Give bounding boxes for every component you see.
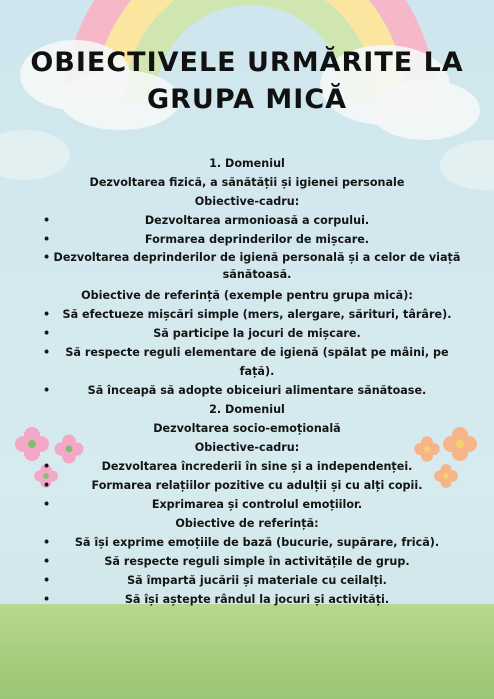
bullet-icon: • (43, 498, 51, 511)
list-item: • Formarea deprinderilor de mișcare. (0, 230, 494, 249)
bullet-icon: • (43, 479, 51, 492)
section-1-reference-heading: Obiective de referință (exemple pentru grupa mică): (81, 289, 413, 302)
bullet-icon: • (43, 555, 51, 568)
grass-ground (0, 604, 494, 699)
bullet-icon: • (43, 233, 51, 246)
list-item: • Dezvoltarea deprinderilor de igienă personală și a celor de viață sănătoasă. (43, 251, 461, 281)
bullet-icon: • (43, 346, 51, 359)
list-item: • Să respecte reguli elementare de igienă (spălat pe mâini, pe față). (0, 343, 494, 381)
list-item: • Dezvoltarea armonioasă a corpului. (0, 211, 494, 230)
bullet-icon: • (43, 593, 51, 606)
bullet-icon: • (43, 536, 51, 549)
list-item: • Să participe la jocuri de mișcare. (0, 324, 494, 343)
section-2-reference-heading: Obiective de referință: (175, 517, 319, 530)
page-title (0, 44, 494, 118)
bullet-icon: • (43, 384, 51, 397)
bullet-icon: • (43, 327, 51, 340)
list-item: • Să își aștepte rândul la jocuri și activități. (0, 590, 494, 609)
list-item: • Să își exprime emoțiile de bază (bucurie, supărare, frică). (0, 533, 494, 552)
section-2-domain: Dezvoltarea socio-emoțională (153, 422, 341, 435)
bullet-icon: • (43, 460, 51, 473)
list-item: • Să înceapă să adopte obiceiuri alimentare sănătoase. (0, 381, 494, 400)
objectives-content (0, 154, 494, 609)
list-item: • Dezvoltarea încrederii în sine și a independenței. (0, 457, 494, 476)
list-item: • Formarea relațiilor pozitive cu adulții și cu alți copii. (0, 476, 494, 495)
list-item: • Să efectueze mișcări simple (mers, alergare, sărituri, târâre). (0, 305, 494, 324)
section-2-framework-heading: Obiective-cadru: (194, 441, 300, 454)
list-item: • Să împartă jucării și materiale cu ceilalți. (0, 571, 494, 590)
bullet-icon: • (43, 214, 51, 227)
list-item: • Să respecte reguli simple în activitățile de grup. (0, 552, 494, 571)
bullet-icon: • (43, 574, 51, 587)
section-1-number: 1. Domeniul (209, 157, 285, 170)
title-line-1: OBIECTIVELE URMĂRITE LA (30, 47, 464, 78)
bullet-icon: • (43, 251, 51, 264)
bullet-icon: • (43, 308, 51, 321)
section-1-domain: Dezvoltarea fizică, a sănătății și igienei personale (89, 176, 405, 189)
list-item: • Exprimarea și controlul emoțiilor. (0, 495, 494, 514)
title-line-2: GRUPA MICĂ (146, 84, 348, 115)
section-1-framework-heading: Obiective-cadru: (194, 195, 300, 208)
section-2-number: 2. Domeniul (209, 403, 285, 416)
